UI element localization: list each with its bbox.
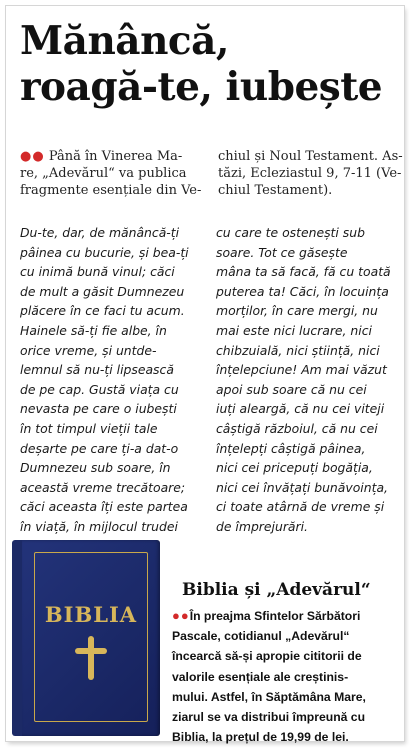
quote-line: de pe cap. Gustă viața cu xyxy=(20,381,179,397)
quote-line: căci aceasta îți este partea xyxy=(20,499,188,515)
quote-line: câștigă războiul, că nu cei xyxy=(216,420,378,436)
bible-book-image xyxy=(12,540,162,738)
lead-column-left xyxy=(20,148,210,199)
lead-bullet: ●● xyxy=(20,149,45,164)
lead-line-3: fragmente esențiale din Ve- xyxy=(20,183,202,198)
quote-line: Dumnezeu sub soare, în xyxy=(20,460,171,476)
quote-column-right xyxy=(216,223,401,537)
lead-line-6: chiul Testament). xyxy=(218,183,333,198)
cross-icon xyxy=(75,636,107,680)
sidebar-text xyxy=(172,606,404,747)
sidebar-line: încearcă să-și apropie cititorii de xyxy=(172,649,362,664)
quote-line: Du-te, dar, de mănâncă-ți xyxy=(20,225,180,240)
quote-line: puterea ta! Căci, în locuința xyxy=(216,283,389,299)
quote-column-left xyxy=(20,223,210,537)
quote-line: lemnul să nu-ți lipsească xyxy=(20,362,174,378)
quote-line: de mult a găsit Dumnezeu xyxy=(20,283,185,299)
book-title: BIBLIA xyxy=(44,602,138,627)
lead-line-1-text: Până în Vinerea Ma- xyxy=(48,149,183,164)
sidebar-bullet: ●● xyxy=(172,608,190,623)
quote-line: iuți aleargă, că nu cei viteji xyxy=(216,401,385,417)
quote-line: nici cei pricepuți bogăția, xyxy=(216,460,373,476)
quote-line: orice vreme, și untde- xyxy=(20,342,157,358)
sidebar-line-1-text: În preajma Sfintelor Sărbători xyxy=(189,609,361,623)
quote-line: nici cei învățați bunăvoința, xyxy=(216,479,388,495)
quote-line: morților, în care mergi, nu xyxy=(216,303,378,319)
quote-line: pâinea cu bucurie, și bea-ți xyxy=(20,244,189,260)
sidebar-line: valorile esențiale ale creștinis- xyxy=(172,669,349,684)
quote-line: înțelepciune! Am mai văzut xyxy=(216,362,387,378)
quote-line: apoi sub soare că nu cei xyxy=(216,381,367,397)
quote-line: soare. Tot ce găsește xyxy=(216,244,348,260)
quote-line: plăcere în ce faci tu acum. xyxy=(20,303,185,319)
sidebar-line: ziarul se va distribui împreună cu xyxy=(172,710,366,725)
quote-line: deșarte pe care ți-a dat-o xyxy=(20,440,179,456)
quote-line: înțelepți câștigă pâinea, xyxy=(216,440,366,456)
lead-line-5: tăzi, Ecleziastul 9, 7-11 (Ve- xyxy=(218,166,402,181)
sidebar-line: Pascale, cotidianul „Adevărul“ xyxy=(172,629,350,644)
quote-line: în viață, în mijlocul trudei xyxy=(20,518,178,534)
headline-line-2: roagă-te, iubește xyxy=(20,64,383,110)
quote-line: ci toate atârnă de vreme și xyxy=(216,499,385,515)
lead-line-4: chiul și Noul Testament. As- xyxy=(218,149,403,164)
lead-column-right xyxy=(218,148,403,199)
sidebar-line-1 xyxy=(172,606,404,626)
quote-line: mai este nici lucrare, nici xyxy=(216,322,372,338)
quote-line: această vreme trecătoare; xyxy=(20,479,186,495)
lead-line-1 xyxy=(20,148,210,165)
quote-line: de împrejurări. xyxy=(216,518,308,534)
sidebar-line: mului. Astfel, în Săptămâna Mare, xyxy=(172,689,366,704)
sidebar-line: Biblia, la prețul de 19,99 de lei. xyxy=(172,730,349,745)
quote-line: chibzuială, nici știință, nici xyxy=(216,342,380,358)
quote-line: în tot timpul vieții tale xyxy=(20,420,158,436)
quote-line: cu care te ostenești sub xyxy=(216,225,365,240)
quote-line: cu inimă bună vinul; căci xyxy=(20,264,175,280)
quote-line: Hainele să-ți fie albe, în xyxy=(20,322,167,338)
quote-line: mâna ta să facă, fă cu toată xyxy=(216,264,391,280)
headline xyxy=(20,18,382,110)
sidebar-title: Biblia și „Adevărul“ xyxy=(182,580,371,600)
lead-line-2: re, „Adevărul“ va publica xyxy=(20,166,187,181)
headline-line-1: Mănâncă, xyxy=(20,18,230,64)
quote-line: nevasta pe care o iubești xyxy=(20,401,177,417)
